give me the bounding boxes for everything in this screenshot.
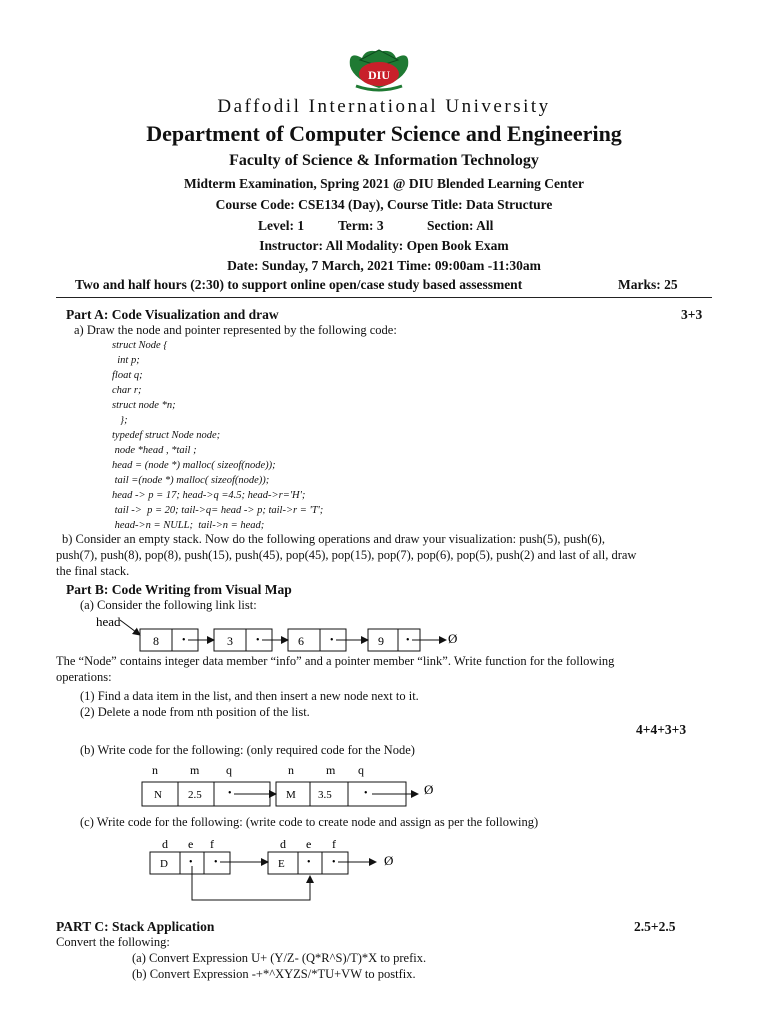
section-info: Section: All <box>427 218 494 233</box>
pointer-dot: • <box>307 857 311 868</box>
node-value: E <box>278 858 285 870</box>
part-b-description-line1: The “Node” contains integer data member “info” and a pointer member “link”. Write function for the following <box>56 654 615 668</box>
pointer-dot: • <box>214 857 218 868</box>
list-node-value: 9 <box>378 634 384 648</box>
part-b-description-line2: operations: <box>56 670 112 684</box>
level-info: Level: 1 <box>258 218 305 233</box>
duration-info: Two and half hours (2:30) to support online open/case study based assessment <box>75 277 523 292</box>
part-c-question-a: (a) Convert Expression U+ (Y/Z- (Q*R^S)/T)*X to prefix. <box>132 951 427 965</box>
field-label-n: n <box>152 763 158 777</box>
node-value-n: N <box>154 789 162 801</box>
part-b-operation-2: (2) Delete a node from nth position of the list. <box>80 705 310 719</box>
field-label-q: q <box>358 763 364 777</box>
pointer-dot: • <box>182 635 186 646</box>
node-value-n: M <box>286 789 296 801</box>
null-symbol: Ø <box>424 782 434 797</box>
logo-text: DIU <box>367 68 391 82</box>
part-c-intro: Convert the following: <box>56 935 170 949</box>
part-c-question-b: (b) Convert Expression -+*^XYZS/*TU+VW to postfix. <box>132 967 416 981</box>
pointer-dot: • <box>330 635 334 646</box>
university-name: Daffodil International University <box>217 96 551 117</box>
instructor-info: Instructor: All Modality: Open Book Exam <box>259 238 509 253</box>
linked-list-diagram <box>90 612 470 658</box>
field-label-d: d <box>280 837 286 851</box>
field-label-e: e <box>306 837 312 851</box>
list-node-value: 3 <box>227 634 233 648</box>
part-a-question-b-line1: b) Consider an empty stack. Now do the following operations and draw your visualization: push(5), push(6), <box>62 532 605 546</box>
university-logo <box>346 44 412 94</box>
field-label-e: e <box>188 837 194 851</box>
node-diagram-c <box>148 834 408 906</box>
field-label-d: d <box>162 837 168 851</box>
field-label-q: q <box>226 763 232 777</box>
node-value-m: 2.5 <box>188 789 202 801</box>
part-a-question-b-line2: push(7), push(8), pop(8), push(15), push(45), pop(45), pop(15), pop(7), pop(6), pop(5), push(2) and last of all, draw <box>56 548 637 562</box>
node-value-m: 3.5 <box>318 789 332 801</box>
part-a-question-b-line3: the final stack. <box>56 564 130 578</box>
field-label-n: n <box>288 763 294 777</box>
department-title: Department of Computer Science and Engineering <box>146 121 622 146</box>
part-b-marks: 4+4+3+3 <box>636 722 687 737</box>
course-info: Course Code: CSE134 (Day), Course Title: Data Structure <box>215 197 553 212</box>
term-info: Term: 3 <box>338 218 384 233</box>
part-a-title: Part A: Code Visualization and draw <box>66 307 279 322</box>
list-node-value: 6 <box>298 634 304 648</box>
struct-node-d <box>150 852 230 874</box>
pointer-dot: • <box>364 788 368 799</box>
date-info: Date: Sunday, 7 March, 2021 Time: 09:00am -11:30am <box>227 258 541 273</box>
struct-node-e <box>268 852 348 874</box>
field-label-m: m <box>326 763 336 777</box>
part-c-title: PART C: Stack Application <box>56 919 215 934</box>
null-symbol: Ø <box>384 853 394 868</box>
pointer-dot: • <box>256 635 260 646</box>
part-b-question-a: (a) Consider the following link list: <box>80 598 257 612</box>
faculty-title: Faculty of Science & Information Technology <box>229 152 539 169</box>
field-label-f: f <box>332 837 336 851</box>
part-b-question-b: (b) Write code for the following: (only required code for the Node) <box>80 743 415 757</box>
field-label-m: m <box>190 763 200 777</box>
pointer-dot: • <box>332 857 336 868</box>
part-b-title: Part B: Code Writing from Visual Map <box>66 582 292 597</box>
part-a-marks: 3+3 <box>681 307 703 322</box>
pointer-dot: • <box>406 635 410 646</box>
total-marks: Marks: 25 <box>618 277 678 292</box>
pointer-dot: • <box>189 857 193 868</box>
head-label: head <box>96 614 121 629</box>
part-a-code-block: struct Node { int p; float q; char r; struct node *n; }; typedef struct Node node; node *head , *tail ; head = (node *) malloc( sizeof(node)); tail =(node *) malloc( sizeof(node)); head -> p = 17; head->q =4.5; head->r='H'; tail -> p = 20; tail->q= head -> p; tail->r = 'T'; head->n = NULL; tail->n = head; <box>112 340 324 531</box>
null-symbol: Ø <box>448 631 458 646</box>
node-value: D <box>160 858 168 870</box>
pointer-dot: • <box>228 788 232 799</box>
exam-title: Midterm Examination, Spring 2021 @ DIU Blended Learning Center <box>184 176 584 191</box>
part-c-marks: 2.5+2.5 <box>634 919 676 934</box>
field-label-f: f <box>210 837 214 851</box>
header-divider <box>56 297 712 298</box>
node-diagram-b <box>140 760 450 808</box>
part-b-operation-1: (1) Find a data item in the list, and then insert a new node next to it. <box>80 689 419 703</box>
list-node-value: 8 <box>153 634 159 648</box>
part-b-question-c: (c) Write code for the following: (write code to create node and assign as per the following) <box>80 815 539 829</box>
part-a-question-a: a) Draw the node and pointer represented by the following code: <box>74 323 397 337</box>
